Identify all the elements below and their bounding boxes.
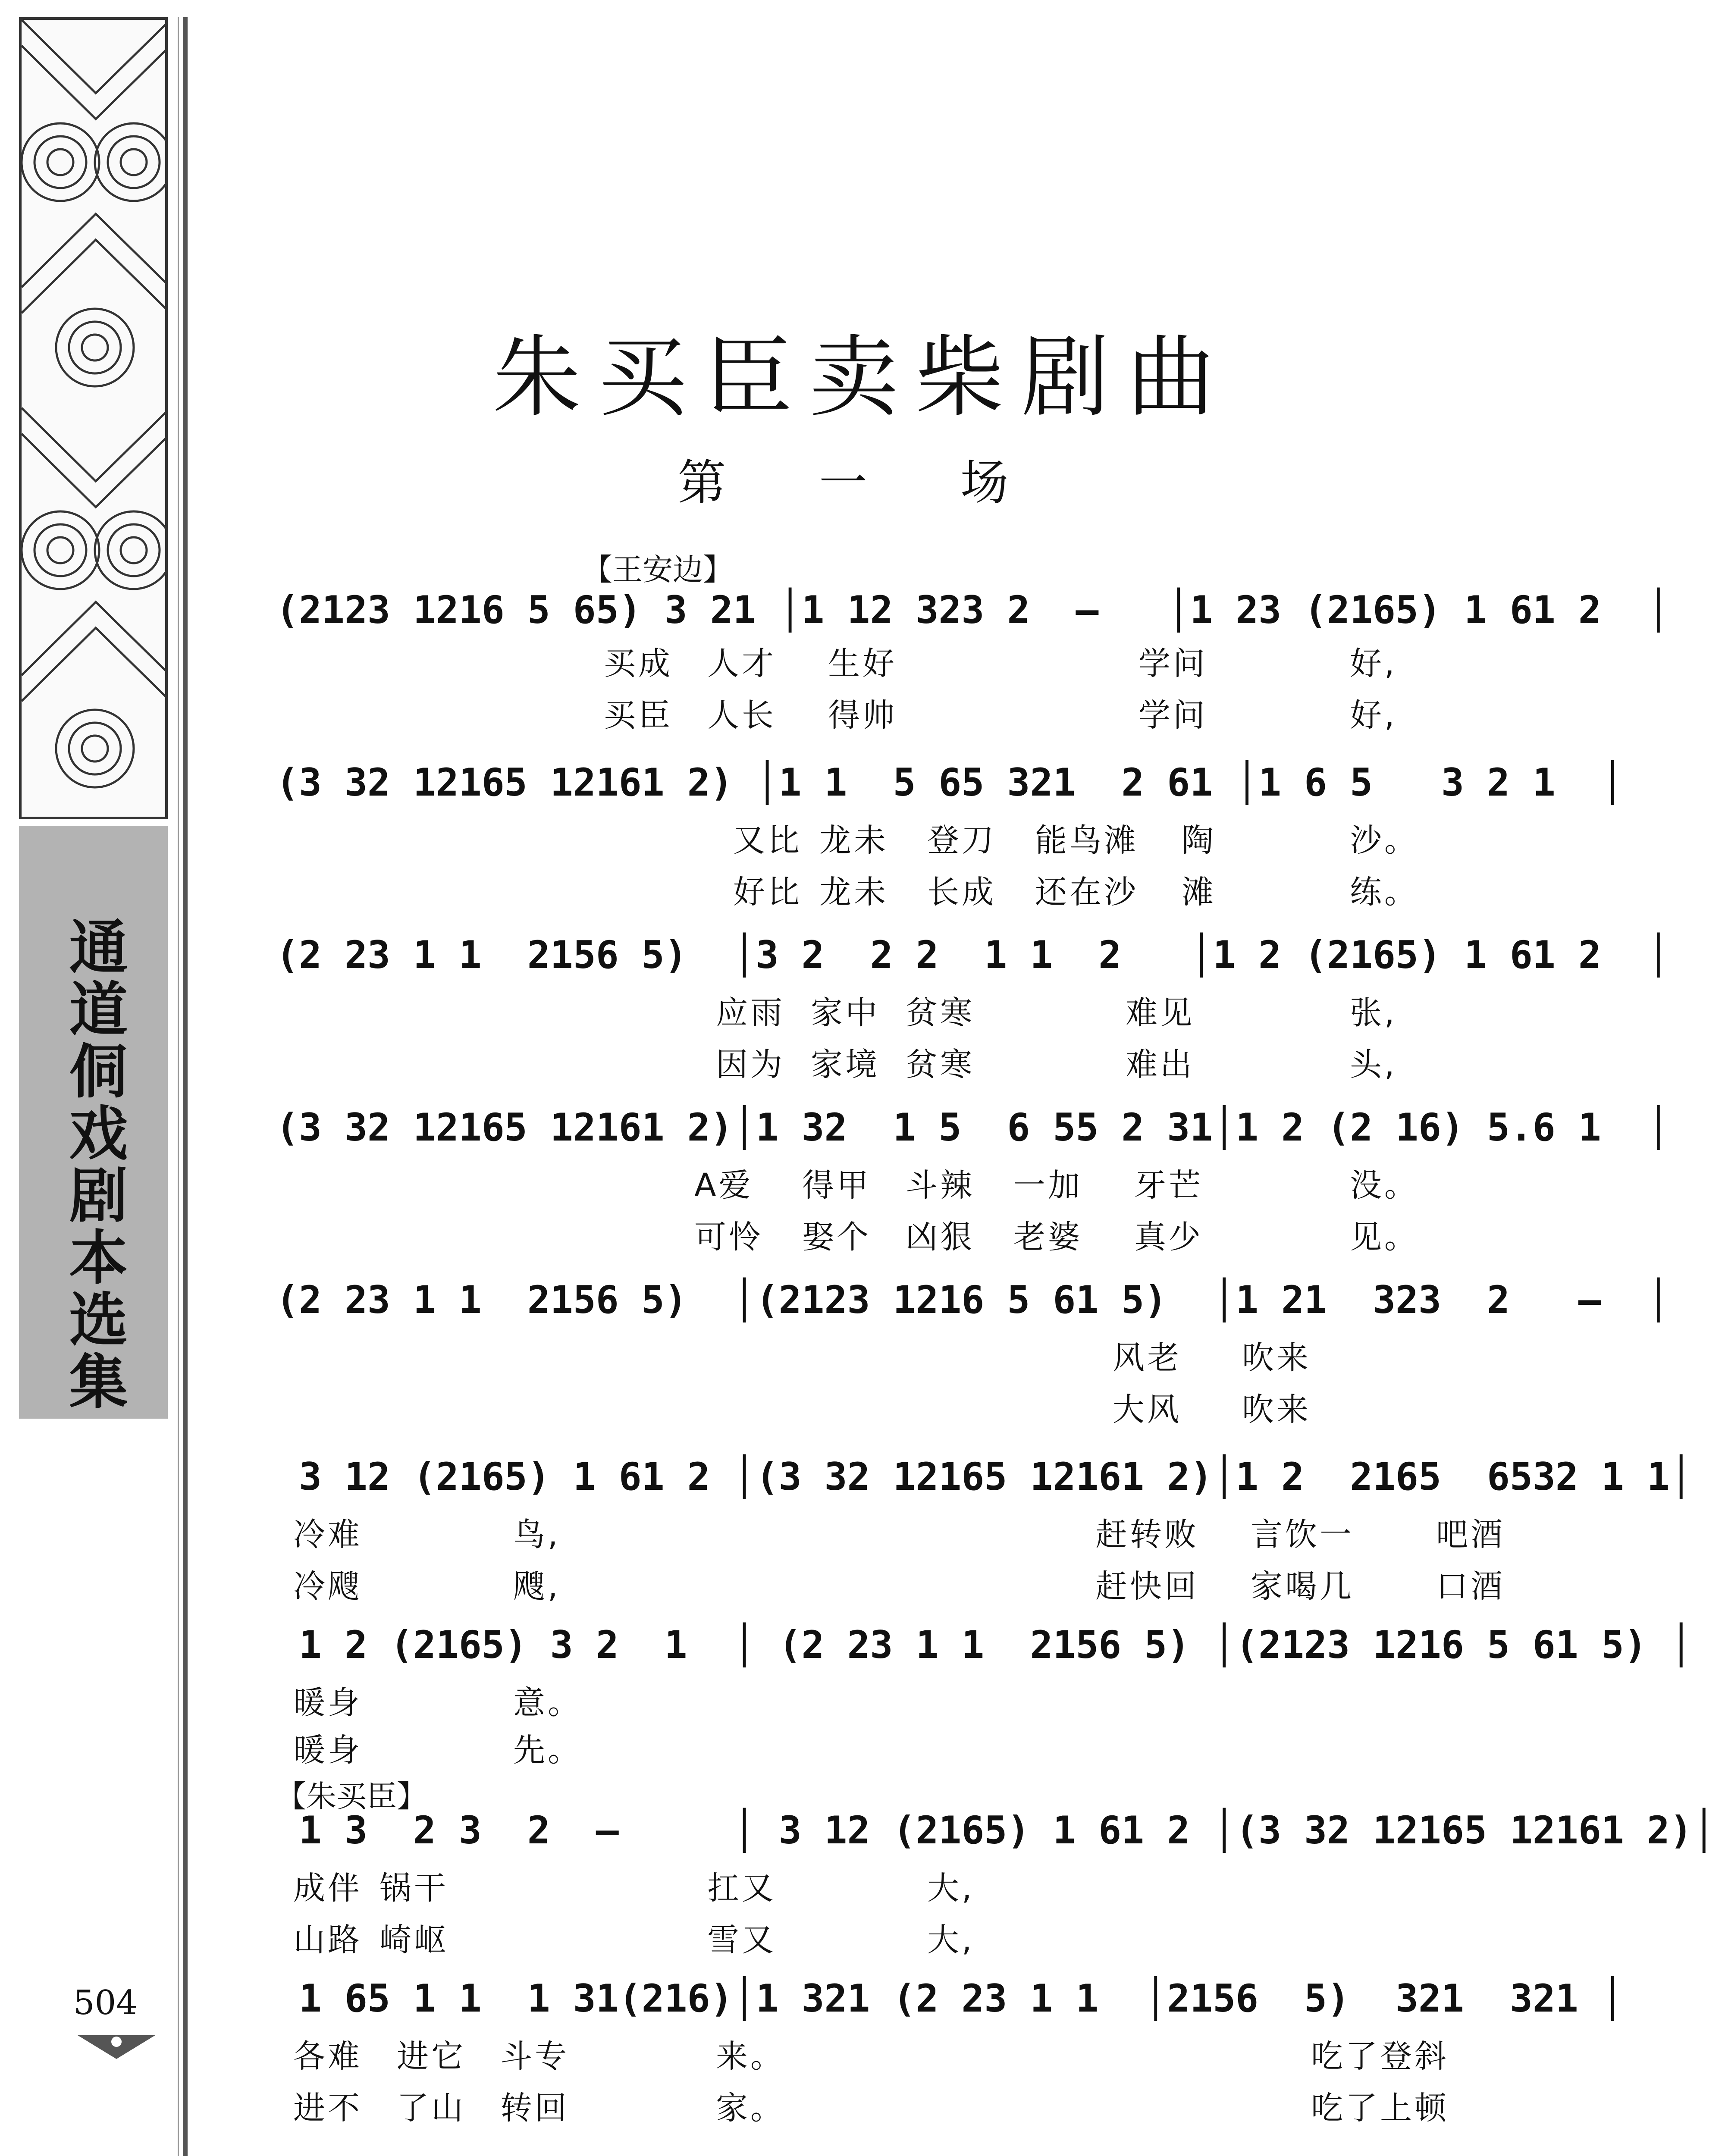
lyric: 扛又 — [707, 1870, 776, 1907]
lyric: 山路 — [293, 1921, 362, 1959]
lyric: 大, — [927, 1870, 975, 1907]
lyric: 可怜 — [694, 1219, 763, 1256]
lyric: 登刀 — [927, 822, 996, 859]
lyric: 好, — [1350, 645, 1397, 682]
lyric: 贫寒 — [906, 994, 975, 1031]
notation-line: (2123 1216 5 65) 3 21 │1 12 323 2 – │1 23 (2165) 1 61 2 │ — [276, 588, 1670, 632]
lyric: A爱 — [694, 1167, 753, 1204]
lyric: 成伴 — [293, 1870, 362, 1907]
lyric: 买成 — [604, 645, 673, 682]
notation-line: 1 3 2 3 2 – │ 3 12 (2165) 1 61 2 │(3 32 12165 12161 2)│ — [276, 1808, 1716, 1852]
notation-line: (2 23 1 1 2156 5) │3 2 2 2 1 1 2 │1 2 (2165) 1 61 2 │ — [276, 933, 1670, 977]
lyric: 学问 — [1138, 645, 1208, 682]
lyric: 真少 — [1134, 1219, 1203, 1256]
notation-line: (3 32 12165 12161 2)│1 32 1 5 6 55 2 31│1 2 (2 16) 5.6 1 │ — [276, 1105, 1670, 1150]
lyric: 因为 — [716, 1046, 785, 1083]
lyric: 贫寒 — [906, 1046, 975, 1083]
lyric: 头, — [1350, 1046, 1397, 1083]
lyric: 沙。 — [1350, 822, 1419, 859]
lyric: 能鸟滩 — [1035, 822, 1138, 859]
score-row-8 — [276, 1807, 1716, 1858]
role-label-wang: 【王安边】 — [582, 552, 733, 587]
lyric: 雪又 — [707, 1921, 776, 1959]
score-row-1 — [276, 586, 1670, 638]
lyric: 长成 — [927, 874, 996, 911]
score-row-6 — [276, 1453, 1693, 1505]
score-row-3 — [276, 931, 1670, 983]
lyric: 各难 — [293, 2038, 362, 2075]
scene-heading: 第 一 场 — [677, 455, 1048, 511]
lyric: 大, — [927, 1921, 975, 1959]
lyric: 吃了登斜 — [1311, 2038, 1449, 2075]
lyric: 冷飕 — [293, 1568, 362, 1605]
lyric: 好, — [1350, 697, 1397, 734]
lyric: 没。 — [1350, 1167, 1419, 1204]
lyric: 转回 — [500, 2090, 569, 2127]
lyric: 见。 — [1350, 1219, 1419, 1256]
lyric: 大风 — [1113, 1391, 1182, 1428]
lyric: 吹来 — [1242, 1391, 1311, 1428]
page-ornament-icon — [73, 2031, 160, 2061]
notation-line: (3 32 12165 12161 2) │1 1 5 65 321 2 61 │1 6 5 3 2 1 │ — [276, 760, 1624, 805]
lyric: 暖身 — [293, 1684, 362, 1721]
lyric: 锅干 — [380, 1870, 448, 1907]
lyric: 滩 — [1182, 874, 1216, 911]
lyric: 来。 — [716, 2038, 785, 2075]
lyric: 龙未 — [819, 822, 888, 859]
notation-line: 3 12 (2165) 1 61 2 │(3 32 12165 12161 2)│1 2 2165 6532 1 1│ — [276, 1454, 1693, 1499]
lyric: 口酒 — [1436, 1568, 1505, 1605]
page-title: 朱买臣卖柴剧曲 — [492, 326, 1233, 429]
lyric: 练。 — [1350, 874, 1419, 911]
lyric: 陶 — [1182, 822, 1216, 859]
lyric: 凶狠 — [906, 1219, 975, 1256]
lyric: 学问 — [1138, 697, 1208, 734]
score-row-4 — [276, 1104, 1670, 1156]
lyric: 斗专 — [500, 2038, 569, 2075]
book-title — [19, 916, 168, 1424]
lyric: 进它 — [397, 2038, 466, 2075]
score-row-2 — [276, 759, 1624, 811]
lyric: 风老 — [1113, 1339, 1182, 1376]
score-row-7 — [276, 1621, 1693, 1673]
lyric: 龙未 — [819, 874, 888, 911]
lyric: 进不 — [293, 2090, 362, 2127]
lyric: 赶快回 — [1095, 1568, 1199, 1605]
side-book-title-box — [19, 826, 168, 1419]
lyric: 吃了上顿 — [1311, 2090, 1449, 2127]
lyric: 斗辣 — [906, 1167, 975, 1204]
lyric: 张, — [1350, 994, 1397, 1031]
lyric: 好比 — [733, 874, 802, 911]
lyric: 得甲 — [802, 1167, 871, 1204]
lyric: 生好 — [828, 645, 897, 682]
lyric: 买臣 — [604, 697, 673, 734]
notation-line: 1 65 1 1 1 31(216)│1 321 (2 23 1 1 │2156 5) 321 321 │ — [276, 1976, 1624, 2021]
book-title-text: 通道侗戏剧本选集 — [59, 916, 128, 1413]
lyric: 意。 — [513, 1684, 582, 1721]
lyric: 还在沙 — [1035, 874, 1138, 911]
lyric: 牙芒 — [1134, 1167, 1203, 1204]
lyric: 人长 — [707, 697, 776, 734]
lyric: 家。 — [716, 2090, 785, 2127]
page-number: 504 — [73, 1984, 138, 2022]
lyric: 崎岖 — [380, 1921, 448, 1959]
lyric: 言饮一 — [1251, 1516, 1354, 1553]
score-row-9 — [276, 1975, 1624, 2027]
lyric: 先。 — [513, 1732, 582, 1769]
lyric: 老婆 — [1013, 1219, 1082, 1256]
lyric: 暖身 — [293, 1732, 362, 1769]
lyric: 应雨 — [716, 994, 785, 1031]
lyric: 难见 — [1126, 994, 1195, 1031]
lyric: 得帅 — [828, 697, 897, 734]
lyric: 人才 — [707, 645, 776, 682]
lyric: 吹来 — [1242, 1339, 1311, 1376]
lyric: 家中 — [811, 994, 880, 1031]
lyric: 难出 — [1126, 1046, 1195, 1083]
lyric: 飕, — [513, 1568, 561, 1605]
notation-line: (2 23 1 1 2156 5) │(2123 1216 5 61 5) │1 21 323 2 – │ — [276, 1278, 1670, 1322]
role-label-zhu: 【朱买臣】 — [276, 1779, 427, 1814]
lyric: 鸟, — [513, 1516, 561, 1553]
score-row-5 — [276, 1276, 1670, 1328]
lyric: 冷难 — [293, 1516, 362, 1553]
lyric: 赶转败 — [1095, 1516, 1199, 1553]
lyric: 一加 — [1013, 1167, 1082, 1204]
lyric: 家境 — [811, 1046, 880, 1083]
lyric: 了山 — [397, 2090, 466, 2127]
notation-line: 1 2 (2165) 3 2 1 │ (2 23 1 1 2156 5) │(2123 1216 5 61 5) │ — [276, 1623, 1693, 1667]
lyric: 娶个 — [802, 1219, 871, 1256]
lyric: 吧酒 — [1436, 1516, 1505, 1553]
lyric: 又比 — [733, 822, 802, 859]
lyric: 家喝几 — [1251, 1568, 1354, 1605]
